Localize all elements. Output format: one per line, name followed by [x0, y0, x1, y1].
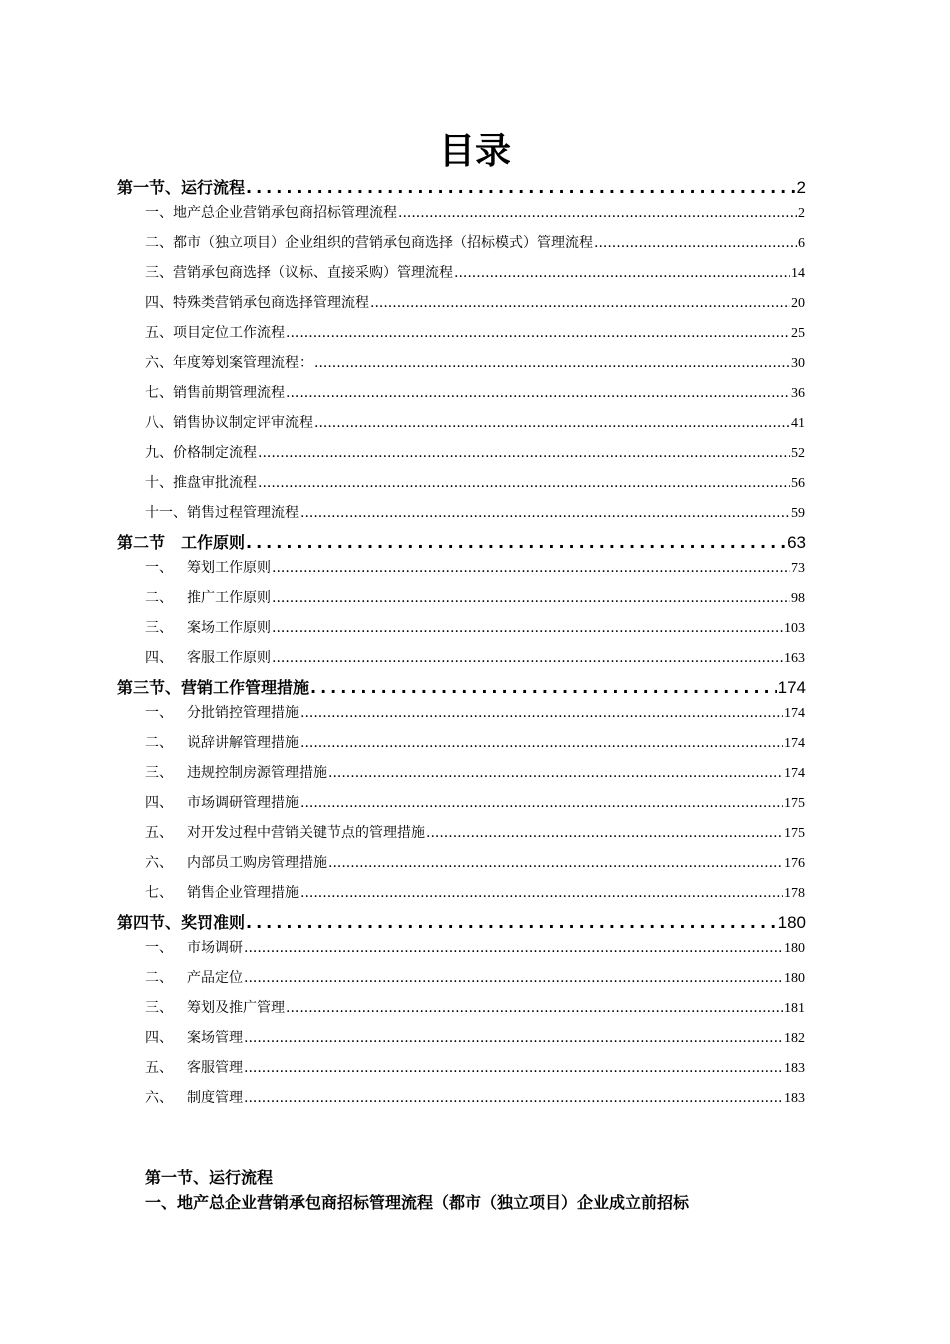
toc-item-label: 九、价格制定流程: [145, 445, 257, 461]
toc-page-number: 2: [796, 178, 806, 197]
toc-page-number: 98: [791, 591, 805, 606]
toc-item-number: 四、: [145, 795, 173, 811]
toc-page-number: 163: [784, 651, 805, 666]
toc-section-label: 第三节、营销工作管理措施: [117, 678, 310, 697]
toc-item[interactable]: [145, 1025, 805, 1051]
toc-page-number: 6: [798, 236, 805, 251]
toc-item[interactable]: [145, 200, 805, 226]
toc-page-number: 181: [784, 1001, 805, 1016]
toc-item[interactable]: [145, 790, 805, 816]
toc-page-number: 41: [791, 416, 805, 431]
toc-item-label: 说辞讲解管理措施: [187, 735, 299, 751]
toc-page-number: 183: [784, 1091, 805, 1106]
toc-item[interactable]: [145, 760, 805, 786]
toc-item-label: 二、都市（独立项目）企业组织的营销承包商选择（招标模式）管理流程: [145, 235, 593, 251]
toc-leader-dots: [594, 230, 797, 256]
toc-page-number: 36: [791, 386, 805, 401]
toc-item[interactable]: [145, 820, 805, 846]
toc-leader-dots: [310, 675, 777, 701]
toc-leader-dots: [286, 380, 790, 406]
toc-item[interactable]: [145, 700, 805, 726]
toc-item-label: 对开发过程中营销关键节点的管理措施: [187, 825, 425, 841]
toc-item-label: 客服工作原则: [187, 650, 271, 666]
toc-item-label: 分批销控管理措施: [187, 705, 299, 721]
toc-page-number: 174: [784, 706, 805, 721]
toc-leader-dots: [272, 615, 783, 641]
toc-item-number: 一、: [145, 560, 173, 576]
toc-item-label: 五、项目定位工作流程: [145, 325, 285, 341]
toc-item-number: 六、: [145, 1090, 173, 1106]
toc-leader-dots: [244, 965, 783, 991]
toc-item-label: 客服管理: [187, 1060, 243, 1076]
toc-item-number: 六、: [145, 855, 173, 871]
toc-item[interactable]: [145, 730, 805, 756]
toc-item[interactable]: [145, 470, 805, 496]
toc-item-label: 筹划及推广管理: [187, 1000, 285, 1016]
toc-leader-dots: [272, 645, 783, 671]
toc-item-label: 案场管理: [187, 1030, 243, 1046]
toc-page-number: 174: [777, 678, 806, 697]
toc-page-number: 20: [791, 296, 805, 311]
toc-item-label: 推广工作原则: [187, 590, 271, 606]
toc-item-number: 五、: [145, 1060, 173, 1076]
toc-item-label: 产品定位: [187, 970, 243, 986]
toc-item[interactable]: [145, 995, 805, 1021]
toc-page-number: 14: [791, 266, 805, 281]
toc-item-label: 市场调研管理措施: [187, 795, 299, 811]
toc-page-number: 73: [791, 561, 805, 576]
toc-leader-dots: [314, 410, 790, 436]
toc-item[interactable]: [145, 320, 805, 346]
toc-page-number: 180: [784, 941, 805, 956]
subsection-heading: 一、地产总企业营销承包商招标管理流程（都市（独立项目）企业成立前招标: [145, 1193, 690, 1212]
toc-item-label: 筹划工作原则: [187, 560, 271, 576]
toc-page-number: 56: [791, 476, 805, 491]
toc-item[interactable]: [145, 965, 805, 991]
toc-item[interactable]: [145, 380, 805, 406]
toc-item[interactable]: [145, 555, 805, 581]
toc-section-2[interactable]: [117, 530, 806, 556]
toc-item-number: 二、: [145, 970, 173, 986]
toc-page-number: 176: [784, 856, 805, 871]
toc-item-label: 制度管理: [187, 1090, 243, 1106]
toc-item-number: 七、: [145, 885, 173, 901]
toc-item-number: 一、: [145, 940, 173, 956]
toc-section-label: 第一节、运行流程: [117, 178, 246, 197]
toc-title: 目录: [438, 131, 511, 172]
toc-item-label: 十、推盘审批流程: [145, 475, 257, 491]
toc-item-number: 三、: [145, 1000, 173, 1016]
toc-leader-dots: [300, 500, 790, 526]
toc-item-label: 一、地产总企业营销承包商招标管理流程: [145, 205, 397, 221]
toc-item-number: 四、: [145, 650, 173, 666]
toc-leader-dots: [300, 880, 783, 906]
toc-item-label: 六、年度筹划案管理流程：: [145, 355, 313, 371]
toc-item-number: 三、: [145, 765, 173, 781]
toc-item-number: 二、: [145, 735, 173, 751]
toc-leader-dots: [244, 1055, 783, 1081]
toc-item-label: 十一、销售过程管理流程: [145, 505, 299, 521]
toc-leader-dots: [246, 910, 777, 936]
toc-section-label: 第二节 工作原则: [117, 533, 246, 552]
toc-leader-dots: [300, 790, 783, 816]
toc-page-number: 59: [791, 506, 805, 521]
toc-item-label: 四、特殊类营销承包商选择管理流程: [145, 295, 369, 311]
toc-item-number: 五、: [145, 825, 173, 841]
toc-item[interactable]: [145, 645, 805, 671]
toc-leader-dots: [272, 555, 790, 581]
toc-leader-dots: [300, 730, 783, 756]
toc-leader-dots: [328, 760, 783, 786]
toc-item[interactable]: [145, 585, 805, 611]
toc-leader-dots: [426, 820, 783, 846]
toc-leader-dots: [314, 350, 790, 376]
toc-page-number: 30: [791, 356, 805, 371]
toc-section-4[interactable]: [117, 910, 806, 936]
toc-leader-dots: [300, 700, 783, 726]
toc-leader-dots: [246, 175, 796, 201]
toc-leader-dots: [244, 1025, 783, 1051]
toc-page-number: 175: [784, 796, 805, 811]
toc-page-number: 25: [791, 326, 805, 341]
toc-item[interactable]: [145, 260, 805, 286]
toc-section-1[interactable]: [117, 175, 806, 201]
toc-item-label: 七、销售前期管理流程: [145, 385, 285, 401]
toc-section-label: 第四节、奖罚准则: [117, 913, 246, 932]
toc-page-number: 183: [784, 1061, 805, 1076]
toc-section-3[interactable]: [117, 675, 806, 701]
toc-item[interactable]: [145, 350, 805, 376]
toc-leader-dots: [328, 850, 783, 876]
toc-leader-dots: [398, 200, 797, 226]
toc-leader-dots: [286, 320, 790, 346]
toc-item[interactable]: [145, 290, 805, 316]
toc-leader-dots: [454, 260, 790, 286]
toc-item[interactable]: [145, 880, 805, 906]
toc-page-number: 180: [777, 913, 806, 932]
toc-leader-dots: [258, 440, 790, 466]
toc-page-number: 174: [784, 766, 805, 781]
toc-page-number: 63: [787, 533, 806, 552]
toc-page-number: 180: [784, 971, 805, 986]
toc-item-number: 三、: [145, 620, 173, 636]
toc-item[interactable]: [145, 1055, 805, 1081]
toc-item-label: 八、销售协议制定评审流程: [145, 415, 313, 431]
toc-item-label: 三、营销承包商选择（议标、直接采购）管理流程: [145, 265, 453, 281]
toc-item[interactable]: [145, 1085, 805, 1111]
toc-item-number: 四、: [145, 1030, 173, 1046]
toc-page-number: 178: [784, 886, 805, 901]
toc-page-number: 2: [798, 206, 805, 221]
toc-item[interactable]: [145, 500, 805, 526]
toc-item[interactable]: [145, 410, 805, 436]
toc-item[interactable]: [145, 230, 805, 256]
toc-item[interactable]: [145, 440, 805, 466]
toc-leader-dots: [286, 995, 783, 1021]
toc-leader-dots: [370, 290, 790, 316]
toc-leader-dots: [244, 935, 783, 961]
toc-item-label: 案场工作原则: [187, 620, 271, 636]
toc-leader-dots: [244, 1085, 783, 1111]
toc-leader-dots: [272, 585, 790, 611]
toc-item-label: 销售企业管理措施: [187, 885, 299, 901]
toc-item-label: 内部员工购房管理措施: [187, 855, 327, 871]
toc-item[interactable]: [145, 615, 805, 641]
toc-item[interactable]: [145, 935, 805, 961]
toc-page-number: 103: [784, 621, 805, 636]
toc-page-number: 175: [784, 826, 805, 841]
section-heading: 第一节、运行流程: [145, 1168, 274, 1187]
toc-item[interactable]: [145, 850, 805, 876]
toc-item-number: 一、: [145, 705, 173, 721]
toc-page-number: 182: [784, 1031, 805, 1046]
toc-item-label: 违规控制房源管理措施: [187, 765, 327, 781]
toc-item-number: 二、: [145, 590, 173, 606]
toc-page-number: 52: [791, 446, 805, 461]
toc-leader-dots: [258, 470, 790, 496]
toc-page-number: 174: [784, 736, 805, 751]
toc-item-label: 市场调研: [187, 940, 243, 956]
toc-leader-dots: [246, 530, 786, 556]
